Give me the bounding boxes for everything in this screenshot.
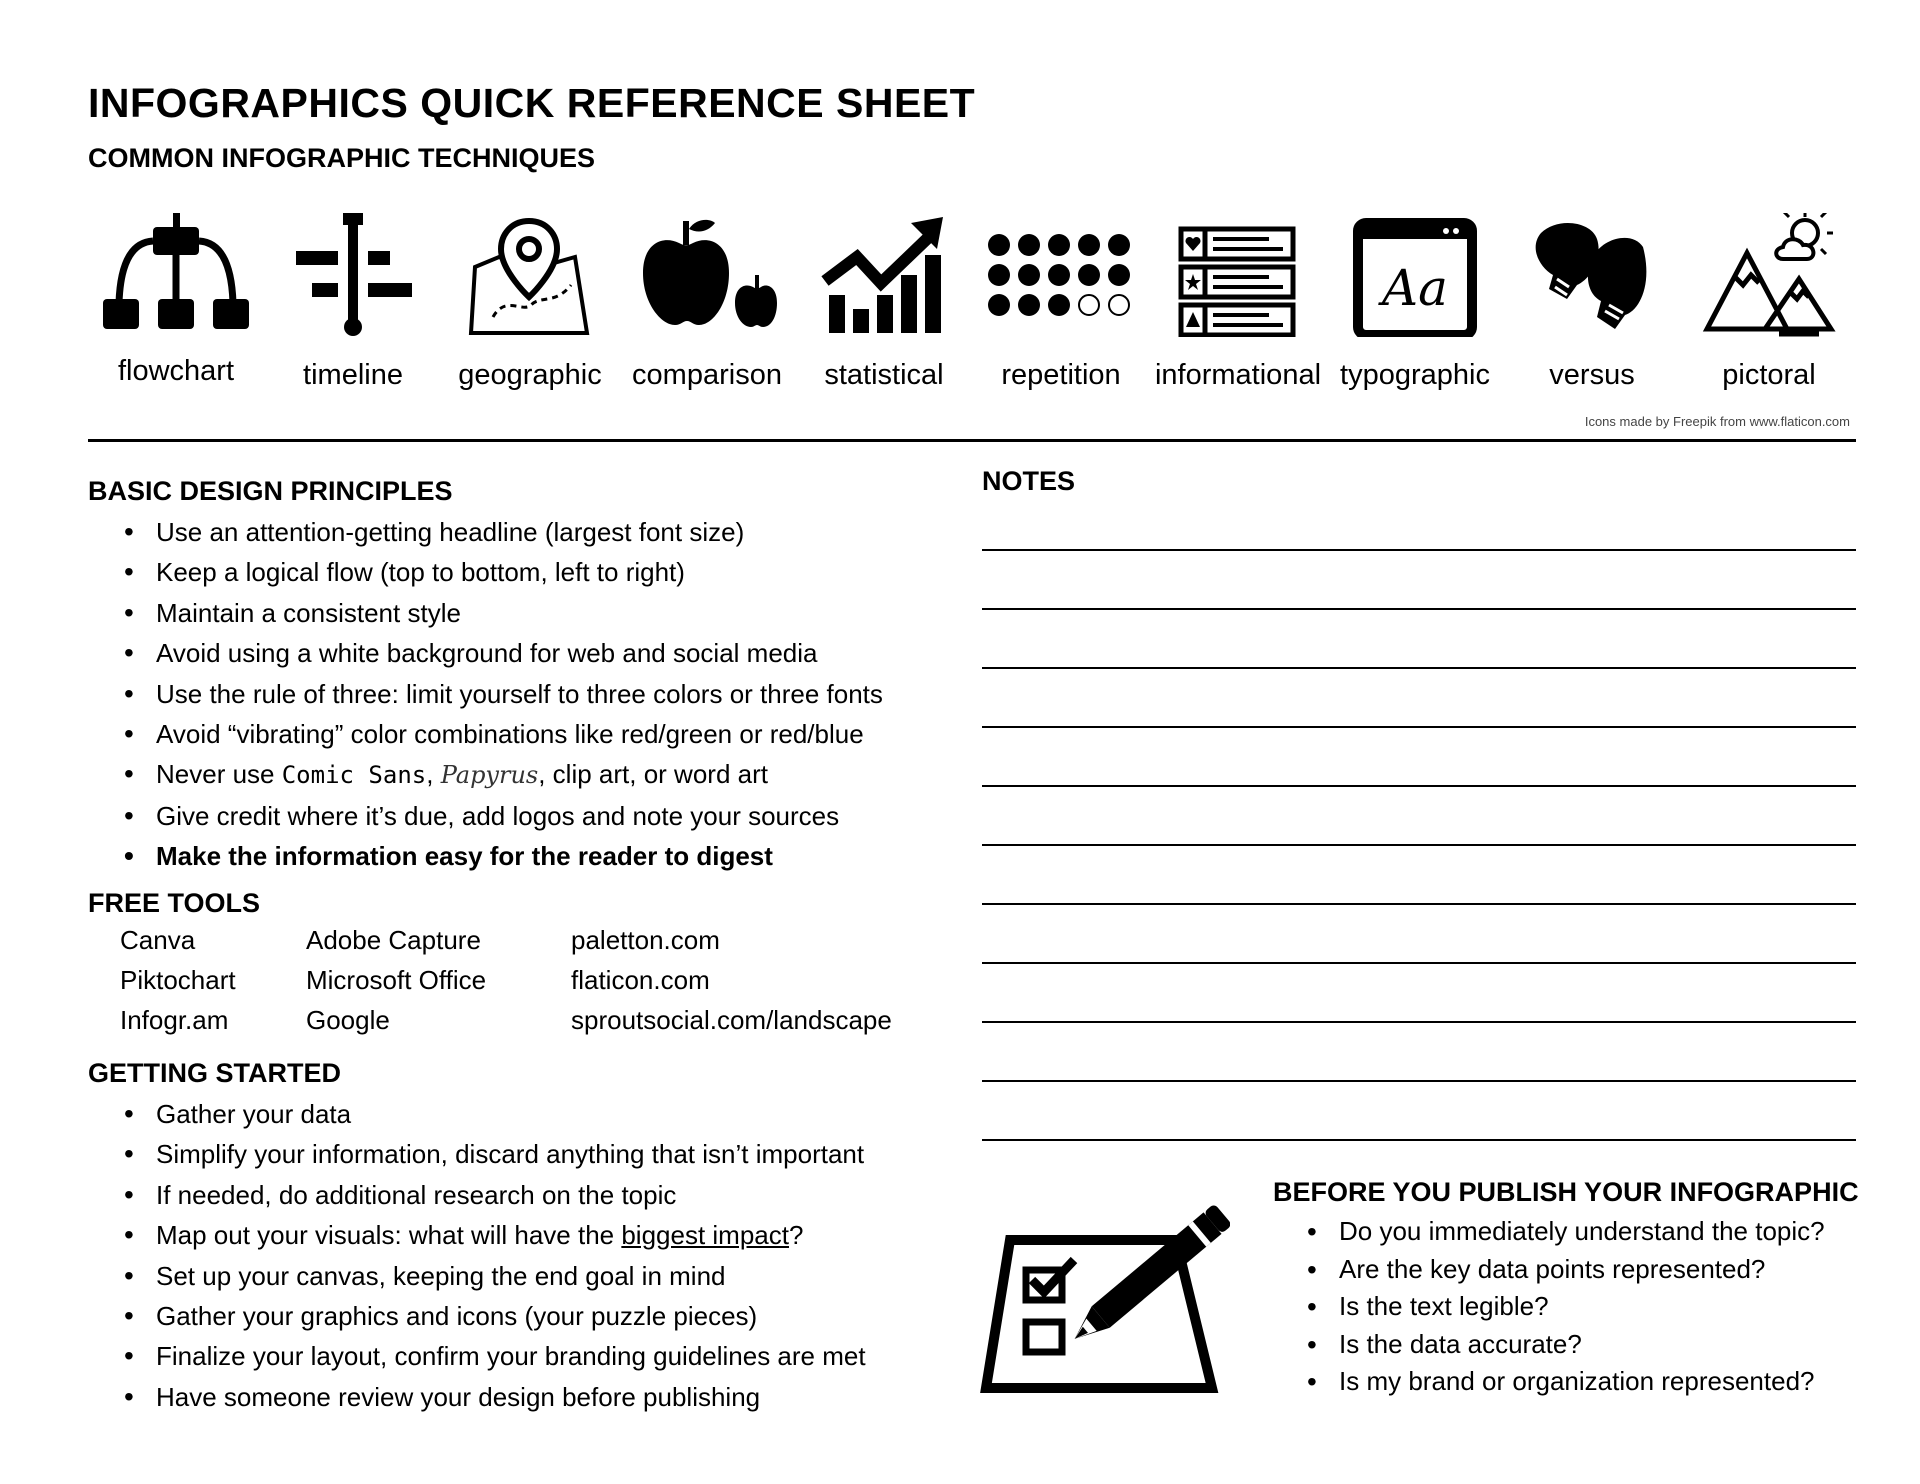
section-heading-design-principles: BASIC DESIGN PRINCIPLES bbox=[88, 476, 453, 506]
design-principles-list bbox=[124, 512, 883, 877]
list-item: • Use the rule of three: limit yourself to three colors or three fonts bbox=[124, 674, 883, 714]
notes-line[interactable] bbox=[982, 1139, 1856, 1141]
comic-sans-sample: Comic Sans bbox=[281, 761, 427, 790]
tool-name: Piktochart bbox=[120, 965, 236, 995]
icon-credit: Icons made by Freepik from www.flaticon.com bbox=[1584, 414, 1850, 429]
technique-label: timeline bbox=[303, 359, 403, 391]
technique-typographic bbox=[1327, 213, 1503, 392]
list-item: • Avoid “vibrating” color combinations like red/green or red/blue bbox=[124, 714, 883, 754]
mountains-icon bbox=[1699, 213, 1839, 337]
technique-label: flowchart bbox=[117, 355, 235, 387]
technique-flowchart bbox=[88, 213, 264, 388]
bar-chart-arrow-icon bbox=[819, 213, 949, 337]
notes-line[interactable] bbox=[982, 608, 1856, 610]
timeline-icon bbox=[288, 213, 418, 337]
technique-versus bbox=[1504, 213, 1680, 392]
before-publish-list bbox=[1307, 1213, 1825, 1401]
technique-geographic bbox=[442, 213, 618, 392]
apples-icon bbox=[637, 213, 777, 337]
technique-label: repetition bbox=[1001, 359, 1121, 391]
notes-line[interactable] bbox=[982, 962, 1856, 964]
section-divider bbox=[88, 439, 1856, 442]
technique-label: informational bbox=[1154, 359, 1322, 391]
tool-name: Adobe Capture bbox=[306, 925, 481, 955]
list-item-text: Never use bbox=[156, 759, 282, 790]
tool-url: flaticon.com bbox=[571, 965, 710, 995]
technique-label: geographic bbox=[458, 359, 602, 391]
list-item: • Avoid using a white background for web and social media bbox=[124, 633, 883, 673]
technique-label: statistical bbox=[824, 359, 944, 391]
section-heading-techniques: COMMON INFOGRAPHIC TECHNIQUES bbox=[88, 143, 596, 173]
list-item: • Gather your graphics and icons (your puzzle pieces) bbox=[124, 1296, 866, 1336]
list-item-text: , clip art, or word art bbox=[538, 759, 768, 790]
tool-name: Canva bbox=[120, 925, 196, 955]
tool-url: sproutsocial.com/landscape bbox=[571, 1005, 892, 1035]
technique-repetition bbox=[973, 213, 1149, 392]
list-item: • Have someone review your design before publishing bbox=[124, 1377, 866, 1417]
section-heading-before-publish: BEFORE YOU PUBLISH YOUR INFOGRAPHIC bbox=[1273, 1177, 1859, 1207]
map-pin-icon bbox=[465, 213, 595, 337]
list-item bbox=[124, 754, 883, 795]
list-item: • Simplify your information, discard anything that isn’t important bbox=[124, 1134, 866, 1174]
boxing-gloves-icon bbox=[1527, 213, 1657, 337]
technique-label: typographic bbox=[1340, 359, 1490, 391]
list-item-text: ? bbox=[789, 1220, 804, 1251]
list-item bbox=[124, 1215, 866, 1255]
svg-text:Aa: Aa bbox=[1382, 259, 1448, 317]
list-item: • If needed, do additional research on the topic bbox=[124, 1175, 866, 1215]
notes-line[interactable] bbox=[982, 785, 1856, 787]
list-item: • Finalize your layout, confirm your branding guidelines are met bbox=[124, 1336, 866, 1376]
list-item: • Is my brand or organization represented? bbox=[1307, 1363, 1825, 1401]
list-item: • Is the text legible? bbox=[1307, 1288, 1825, 1326]
list-item-emphasis: • Make the information easy for the reader to digest bbox=[124, 836, 883, 876]
section-heading-free-tools: FREE TOOLS bbox=[88, 888, 261, 918]
papyrus-sample: Papyrus bbox=[440, 761, 539, 790]
list-item: • Keep a logical flow (top to bottom, left to right) bbox=[124, 552, 883, 592]
notes-line[interactable] bbox=[982, 726, 1856, 728]
technique-timeline bbox=[265, 213, 441, 392]
list-item-text: Map out your visuals: what will have the bbox=[156, 1220, 622, 1251]
checklist-pencil-icon bbox=[980, 1188, 1230, 1403]
technique-comparison bbox=[619, 213, 795, 392]
technique-label: comparison bbox=[632, 359, 782, 391]
technique-pictoral bbox=[1681, 213, 1857, 392]
tool-name: Microsoft Office bbox=[306, 965, 487, 995]
notes-line[interactable] bbox=[982, 903, 1856, 905]
technique-statistical bbox=[796, 213, 972, 392]
technique-informational bbox=[1150, 213, 1326, 392]
getting-started-list bbox=[124, 1094, 866, 1417]
dots-grid-icon bbox=[986, 213, 1136, 337]
list-item: • Gather your data bbox=[124, 1094, 866, 1134]
list-item: • Use an attention-getting headline (largest font size) bbox=[124, 512, 883, 552]
section-heading-getting-started: GETTING STARTED bbox=[88, 1058, 341, 1088]
list-item-text: , bbox=[426, 759, 441, 790]
list-item: • Do you immediately understand the topic? bbox=[1307, 1213, 1825, 1251]
notes-line[interactable] bbox=[982, 1021, 1856, 1023]
typography-icon bbox=[1350, 213, 1480, 337]
list-item: • Set up your canvas, keeping the end goal in mind bbox=[124, 1256, 866, 1296]
notes-heading: NOTES bbox=[982, 466, 1076, 496]
tool-name: Infogr.am bbox=[120, 1005, 229, 1035]
notes-line[interactable] bbox=[982, 549, 1856, 551]
biggest-impact-link[interactable]: biggest impact bbox=[621, 1220, 789, 1251]
list-item: • Are the key data points represented? bbox=[1307, 1251, 1825, 1289]
list-icon bbox=[1173, 213, 1303, 337]
list-item: • Maintain a consistent style bbox=[124, 593, 883, 633]
list-item: • Is the data accurate? bbox=[1307, 1326, 1825, 1364]
notes-line[interactable] bbox=[982, 844, 1856, 846]
technique-label: pictoral bbox=[1722, 359, 1816, 391]
techniques-row bbox=[88, 213, 1856, 398]
tool-name: Google bbox=[306, 1005, 390, 1035]
list-item: • Give credit where it’s due, add logos and note your sources bbox=[124, 796, 883, 836]
tool-url: paletton.com bbox=[571, 925, 720, 955]
notes-line[interactable] bbox=[982, 667, 1856, 669]
page-title: INFOGRAPHICS QUICK REFERENCE SHEET bbox=[88, 80, 976, 126]
flowchart-icon bbox=[101, 213, 251, 333]
technique-label: versus bbox=[1549, 359, 1635, 391]
notes-line[interactable] bbox=[982, 1080, 1856, 1082]
